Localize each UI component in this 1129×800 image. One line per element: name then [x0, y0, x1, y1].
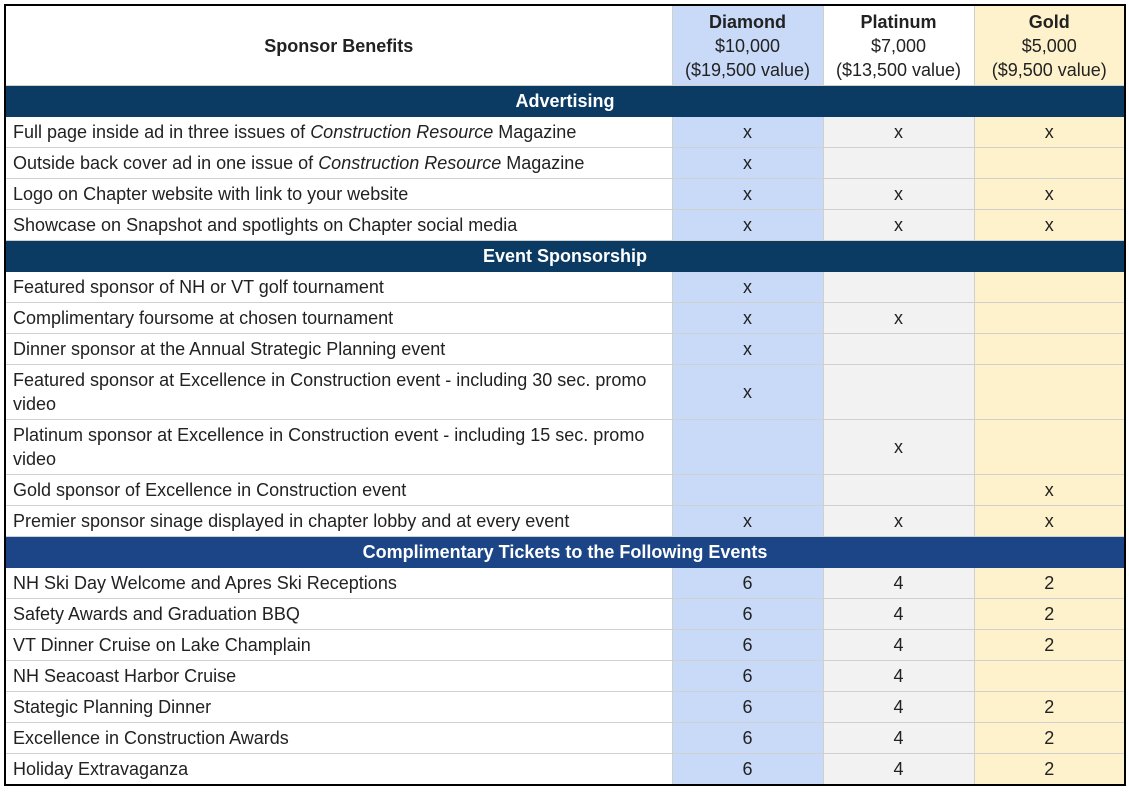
gold-cell: x — [974, 506, 1125, 537]
table-row — [5, 210, 1125, 241]
platinum-cell: 4 — [823, 568, 974, 599]
benefit-cell: Gold sponsor of Excellence in Construction event — [5, 475, 672, 506]
tier-value: ($9,500 value) — [991, 59, 1107, 80]
table-row — [5, 599, 1125, 630]
header-row — [5, 5, 1125, 86]
diamond-cell: x — [672, 303, 823, 334]
platinum-column-header — [823, 5, 974, 86]
gold-cell — [974, 420, 1125, 475]
table-row — [5, 506, 1125, 537]
benefit-cell: Complimentary foursome at chosen tournament — [5, 303, 672, 334]
diamond-cell: x — [672, 365, 823, 420]
platinum-cell: 4 — [823, 630, 974, 661]
section-row-event-sponsorship — [5, 241, 1125, 272]
diamond-cell: x — [672, 210, 823, 241]
platinum-cell: 4 — [823, 599, 974, 630]
platinum-cell: 4 — [823, 692, 974, 723]
diamond-cell: 6 — [672, 661, 823, 692]
gold-cell: 2 — [974, 568, 1125, 599]
gold-cell: 2 — [974, 754, 1125, 786]
diamond-cell: x — [672, 272, 823, 303]
platinum-cell: x — [823, 117, 974, 148]
diamond-cell: x — [672, 148, 823, 179]
platinum-cell — [823, 272, 974, 303]
benefit-cell — [5, 148, 672, 179]
benefit-cell: NH Ski Day Welcome and Apres Ski Receptions — [5, 568, 672, 599]
section-row-complimentary-tickets — [5, 537, 1125, 568]
gold-cell: 2 — [974, 692, 1125, 723]
diamond-cell: 6 — [672, 568, 823, 599]
platinum-cell: x — [823, 210, 974, 241]
diamond-cell — [672, 420, 823, 475]
platinum-cell: x — [823, 506, 974, 537]
table-row — [5, 754, 1125, 786]
table-row — [5, 692, 1125, 723]
benefit-cell — [5, 117, 672, 148]
diamond-cell: 6 — [672, 723, 823, 754]
platinum-cell — [823, 334, 974, 365]
benefit-cell: Excellence in Construction Awards — [5, 723, 672, 754]
benefit-cell: Safety Awards and Graduation BBQ — [5, 599, 672, 630]
table-row — [5, 475, 1125, 506]
gold-column-header — [974, 5, 1125, 86]
diamond-cell: 6 — [672, 599, 823, 630]
gold-cell: x — [974, 179, 1125, 210]
gold-cell — [974, 148, 1125, 179]
table-row — [5, 568, 1125, 599]
benefit-text: Magazine — [501, 152, 585, 173]
diamond-cell: x — [672, 117, 823, 148]
benefit-text: Full page inside ad in three issues of — [13, 121, 311, 142]
tier-name: Diamond — [708, 11, 786, 32]
platinum-cell — [823, 365, 974, 420]
platinum-cell: 4 — [823, 723, 974, 754]
benefit-cell: VT Dinner Cruise on Lake Champlain — [5, 630, 672, 661]
gold-cell: 2 — [974, 599, 1125, 630]
platinum-cell — [823, 148, 974, 179]
tier-price: $10,000 — [714, 35, 781, 56]
diamond-cell: x — [672, 506, 823, 537]
diamond-cell: 6 — [672, 630, 823, 661]
section-row-advertising — [5, 86, 1125, 117]
table-row — [5, 365, 1125, 420]
table-row — [5, 117, 1125, 148]
platinum-cell: x — [823, 303, 974, 334]
gold-cell — [974, 334, 1125, 365]
benefit-cell: Stategic Planning Dinner — [5, 692, 672, 723]
tier-name: Gold — [1028, 11, 1070, 32]
benefit-text: Outside back cover ad in one issue of — [13, 152, 319, 173]
tier-name: Platinum — [860, 11, 937, 32]
platinum-cell: x — [823, 179, 974, 210]
table-row — [5, 303, 1125, 334]
gold-cell: x — [974, 475, 1125, 506]
table-row — [5, 148, 1125, 179]
benefit-cell: Featured sponsor of NH or VT golf tournament — [5, 272, 672, 303]
benefit-column-header: Sponsor Benefits — [5, 5, 672, 86]
benefit-cell: Premier sponsor sinage displayed in chapter lobby and at every event — [5, 506, 672, 537]
platinum-cell: 4 — [823, 661, 974, 692]
diamond-cell — [672, 475, 823, 506]
tier-value: ($13,500 value) — [835, 59, 962, 80]
sponsor-benefits-table — [4, 4, 1126, 786]
section-title: Advertising — [5, 86, 1125, 117]
platinum-cell: x — [823, 420, 974, 475]
table-row — [5, 272, 1125, 303]
table-row — [5, 661, 1125, 692]
table-row — [5, 723, 1125, 754]
table-row — [5, 179, 1125, 210]
platinum-cell — [823, 475, 974, 506]
diamond-cell: 6 — [672, 754, 823, 786]
tier-price: $5,000 — [1021, 35, 1077, 56]
table-row — [5, 630, 1125, 661]
tier-price: $7,000 — [870, 35, 927, 56]
diamond-cell: x — [672, 334, 823, 365]
gold-cell: 2 — [974, 630, 1125, 661]
section-title: Complimentary Tickets to the Following Events — [5, 537, 1125, 568]
diamond-cell: x — [672, 179, 823, 210]
tier-value: ($19,500 value) — [684, 59, 811, 80]
gold-cell — [974, 661, 1125, 692]
diamond-cell: 6 — [672, 692, 823, 723]
gold-cell: x — [974, 117, 1125, 148]
benefit-cell: Platinum sponsor at Excellence in Construction event - including 15 sec. promo video — [5, 420, 672, 475]
gold-cell: x — [974, 210, 1125, 241]
benefit-cell: Holiday Extravaganza — [5, 754, 672, 786]
table-row — [5, 334, 1125, 365]
benefit-cell: Logo on Chapter website with link to your website — [5, 179, 672, 210]
benefit-cell: Dinner sponsor at the Annual Strategic Planning event — [5, 334, 672, 365]
gold-cell: 2 — [974, 723, 1125, 754]
benefit-cell: Featured sponsor at Excellence in Construction event - including 30 sec. promo video — [5, 365, 672, 420]
benefit-text: Magazine — [493, 121, 577, 142]
diamond-column-header — [672, 5, 823, 86]
gold-cell — [974, 303, 1125, 334]
section-title: Event Sponsorship — [5, 241, 1125, 272]
benefit-cell: NH Seacoast Harbor Cruise — [5, 661, 672, 692]
magazine-title: Construction Resource — [310, 121, 494, 142]
gold-cell — [974, 272, 1125, 303]
platinum-cell: 4 — [823, 754, 974, 786]
magazine-title: Construction Resource — [318, 152, 502, 173]
benefit-cell: Showcase on Snapshot and spotlights on Chapter social media — [5, 210, 672, 241]
gold-cell — [974, 365, 1125, 420]
table-row — [5, 420, 1125, 475]
